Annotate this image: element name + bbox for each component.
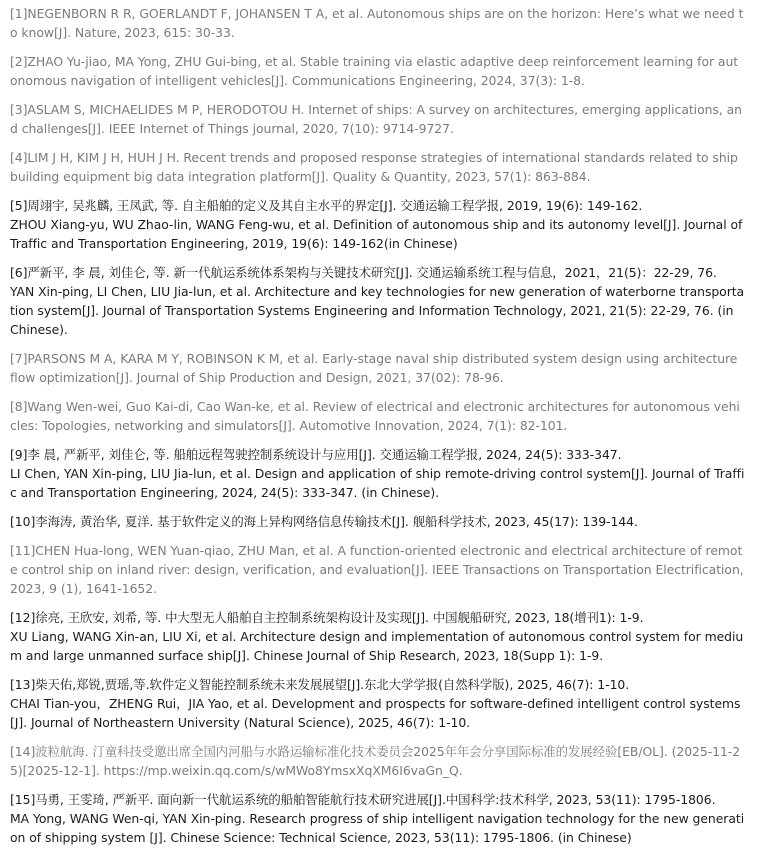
reference-line: [4]LIM J H, KIM J H, HUH J H. Recent trends and proposed response strategies of international standards related to shipbuilding equipment big data integration platform[J]. Quality & Quantity, 2023, 57(1): 863-884. bbox=[10, 150, 738, 184]
reference-entry bbox=[10, 148, 745, 186]
reference-line: [6]严新平, 李 晨, 刘佳仑, 等. 新一代航运系统体系架构与关键技术研究[J]. 交通运输系统工程与信息，2021，21(5)：22-29, 76. bbox=[10, 265, 717, 280]
reference-entry bbox=[10, 512, 745, 531]
reference-line: [14]波粒航海. 汀童科技受邀出席全国内河船与水路运输标准化技术委员会2025年年会分享国际标准的发展经验[EB/OL]. (2025-11-25)[2025-12-1]. https://mp.weixin.qq.com/s/wMWo8YmsxXqXM6I6vaGn_Q. bbox=[10, 744, 741, 778]
reference-entry bbox=[10, 541, 745, 598]
reference-entry bbox=[10, 100, 745, 138]
reference-line: CHAI Tian-you，ZHENG Rui，JIA Yao, et al. Development and prospects for software-defined intelligent control systems[J]. Journal of Northeastern University (Natural Science), 2025, 46(7): 1-10. bbox=[10, 696, 741, 730]
reference-line: [8]Wang Wen-wei, Guo Kai-di, Cao Wan-ke, et al. Review of electrical and electronic architectures for autonomous vehicles: Topologies, networking and simulators[J]. Automotive Innovation, 2024, 7(1): 82-101. bbox=[10, 399, 740, 433]
reference-line: [12]徐亮, 王欣安, 刘希, 等. 中大型无人船舶自主控制系统架构设计及实现[J]. 中国舰船研究, 2023, 18(增刊1): 1-9. bbox=[10, 610, 644, 625]
reference-line: XU Liang, WANG Xin-an, LIU Xi, et al. Architecture design and implementation of autonomous control system for medium and large unmanned surface ship[J]. Chinese Journal of Ship Research, 2023, 18(Supp 1): 1-9. bbox=[10, 629, 744, 663]
reference-line: [10]李海涛, 黄治华, 夏洋. 基于软件定义的海上异构网络信息传输技术[J]. 舰船科学技术, 2023, 45(17): 139-144. bbox=[10, 514, 638, 529]
reference-entry bbox=[10, 790, 745, 847]
reference-line: [11]CHEN Hua-long, WEN Yuan-qiao, ZHU Man, et al. A function-oriented electronic and electrical architecture of remote control ship on inland river: design, verification, and evaluation[J]. IEEE Transactions on Transportation Electrification, 2023, 9 (1), 1641-1652. bbox=[10, 543, 744, 596]
reference-line: LI Chen, YAN Xin-ping, LIU Jia-lun, et al. Design and application of ship remote-driving control system[J]. Journal of Traffic and Transportation Engineering, 2024, 24(5): 333-347. (in Chinese). bbox=[10, 466, 745, 500]
reference-line: ZHOU Xiang-yu, WU Zhao-lin, WANG Feng-wu, et al. Definition of autonomous ship and its autonomy level[J]. Journal of Traffic and Transportation Engineering, 2019, 19(6): 149-162(in Chinese) bbox=[10, 217, 743, 251]
reference-entry bbox=[10, 52, 745, 90]
reference-line: [13]柴天佑,郑锐,贾瑶,等.软件定义智能控制系统未来发展展望[J].东北大学学报(自然科学版), 2025, 46(7): 1-10. bbox=[10, 677, 630, 692]
reference-line: [1]NEGENBORN R R, GOERLANDT F, JOHANSEN T A, et al. Autonomous ships are on the horizon: Here’s what we need to know[J]. Nature, 2023, 615: 30-33. bbox=[10, 6, 744, 40]
reference-line: MA Yong, WANG Wen-qi, YAN Xin-ping. Research progress of ship intelligent navigation technology for the new generation of shipping system [J]. Chinese Science: Technical Science, 2023, 53(11): 1795-1806. (in Chinese) bbox=[10, 811, 745, 845]
reference-entry bbox=[10, 445, 745, 502]
reference-entry bbox=[10, 4, 745, 42]
reference-line: [2]ZHAO Yu-jiao, MA Yong, ZHU Gui-bing, et al. Stable training via elastic adaptive deep reinforcement learning for autonomous navigation of intelligent vehicles[J]. Communications Engineering, 2024, 37(3): 1-8. bbox=[10, 54, 739, 88]
reference-entry bbox=[10, 397, 745, 435]
reference-entry bbox=[10, 263, 745, 339]
reference-entry bbox=[10, 742, 745, 780]
reference-entry bbox=[10, 349, 745, 387]
reference-line: [7]PARSONS M A, KARA M Y, ROBINSON K M, et al. Early-stage naval ship distributed system design using architecture flow optimization[J]. Journal of Ship Production and Design, 2021, 37(02): 78-96. bbox=[10, 351, 738, 385]
reference-line: YAN Xin-ping, LI Chen, LIU Jia-lun, et al. Architecture and key technologies for new generation of waterborne transportation system[J]. Journal of Transportation Systems Engineering and Information Technology, 2021, 21(5): 22-29, 76. (in Chinese). bbox=[10, 284, 745, 337]
reference-line: [9]李 晨, 严新平, 刘佳仑, 等. 船舶远程驾驶控制系统设计与应用[J]. 交通运输工程学报, 2024, 24(5): 333-347. bbox=[10, 447, 622, 462]
reference-line: [15]马勇, 王雯琦, 严新平. 面向新一代航运系统的船舶智能航行技术研究进展[J].中国科学:技术科学, 2023, 53(11): 1795-1806. bbox=[10, 792, 716, 807]
reference-line: [5]周翊宇, 吴兆麟, 王凤武, 等. 自主船舶的定义及其自主水平的界定[J]. 交通运输工程学报, 2019, 19(6): 149-162. bbox=[10, 198, 643, 213]
reference-entry bbox=[10, 196, 745, 253]
reference-entry bbox=[10, 608, 745, 665]
reference-entry bbox=[10, 675, 745, 732]
reference-line: [3]ASLAM S, MICHAELIDES M P, HERODOTOU H. Internet of ships: A survey on architectures, emerging applications, and challenges[J]. IEEE Internet of Things journal, 2020, 7(10): 9714-9727. bbox=[10, 102, 742, 136]
